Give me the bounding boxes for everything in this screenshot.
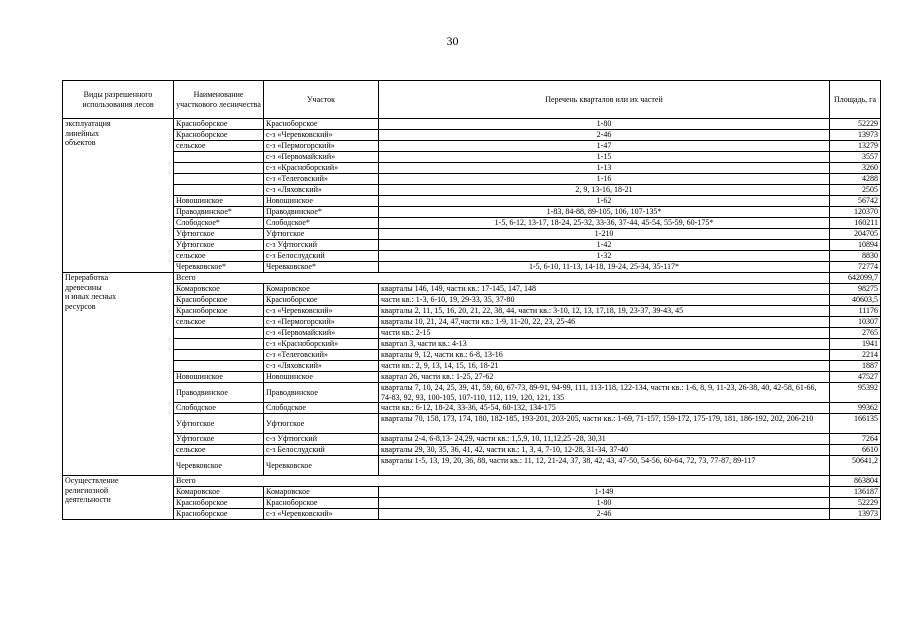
use-type-cell: [63, 476, 174, 520]
forestry-cell: Слободское*: [174, 218, 264, 229]
area-cell: 160211: [830, 218, 881, 229]
area-cell: 2214: [830, 350, 881, 361]
area-cell: 204705: [830, 229, 881, 240]
table-row: [63, 207, 881, 218]
quarters-cell: кварталы 2-4, 6-8,13- 24,29, части кв.: 1,5,9, 10, 11,12,25 -28, 30,31: [379, 434, 830, 445]
quarters-cell: части кв.: 1-3, 6-10, 19, 29-33, 35, 37-80: [379, 295, 830, 306]
use-type-line: эксплуатация: [65, 119, 111, 128]
quarters-cell: кварталы 1-5, 13, 19, 20, 36, 88, части кв.: 11, 12, 21-24, 37, 38, 42, 43, 47-50, 54-56, 60-64, 72, 73, 77-87, 89-117: [379, 456, 830, 476]
plot-cell: с-з «Первомайский»: [264, 152, 379, 163]
table-row: [63, 262, 881, 273]
area-cell: 50641,2: [830, 456, 881, 476]
table-row: [63, 185, 881, 196]
area-cell: 40603,5: [830, 295, 881, 306]
forestry-cell: Красноборское: [174, 295, 264, 306]
quarters-cell: 1-83, 84-88, 89-105, 106, 107-135*: [379, 207, 830, 218]
forestry-cell: Уфтюгское: [174, 229, 264, 240]
area-cell: 11176: [830, 306, 881, 317]
header-area: Площадь, га: [830, 81, 881, 119]
quarters-cell: кварталы 29, 30, 35, 36, 41, 42, части кв.: 1, 3, 4, 7-10, 12-28, 31-34, 37-40: [379, 445, 830, 456]
plot-cell: Праводвинское*: [264, 207, 379, 218]
forestry-cell: [174, 185, 264, 196]
quarters-cell: части кв.: 2, 9, 13, 14, 15, 16, 18-21: [379, 361, 830, 372]
forestry-cell: [174, 152, 264, 163]
area-cell: 56742: [830, 196, 881, 207]
plot-cell: Красноборское: [264, 119, 379, 130]
total-area: 642099,7: [830, 273, 881, 284]
table-row: [63, 509, 881, 520]
quarters-cell: кварталы 10, 21, 24, 47,части кв.: 1-9, 11-20, 22, 23, 25-46: [379, 317, 830, 328]
quarters-cell: 2-46: [379, 130, 830, 141]
area-cell: 47527: [830, 372, 881, 383]
table-row: [63, 196, 881, 207]
area-cell: 3557: [830, 152, 881, 163]
table-row: [63, 456, 881, 476]
area-cell: 120370: [830, 207, 881, 218]
table-row: [63, 306, 881, 317]
quarters-cell: кварталы 146, 149, части кв.: 17-145, 147, 148: [379, 284, 830, 295]
forestry-cell: сельское: [174, 445, 264, 456]
table-row: [63, 317, 881, 328]
area-cell: 52229: [830, 498, 881, 509]
plot-cell: Черевковское*: [264, 262, 379, 273]
area-cell: 95392: [830, 383, 881, 403]
total-label: Всего: [174, 476, 830, 487]
table-row: [63, 152, 881, 163]
use-type-line: объектов: [65, 138, 96, 147]
area-cell: 13973: [830, 509, 881, 520]
area-cell: 10307: [830, 317, 881, 328]
area-cell: 10894: [830, 240, 881, 251]
quarters-cell: квартал 26, части кв.: 1-25, 27-62: [379, 372, 830, 383]
forestry-cell: Уфтюгское: [174, 434, 264, 445]
table-row: [63, 383, 881, 403]
area-cell: 166135: [830, 414, 881, 434]
plot-cell: с-з «Черевковский»: [264, 509, 379, 520]
forestry-cell: Уфтюгское: [174, 414, 264, 434]
table-row: [63, 295, 881, 306]
plot-cell: с-з «Черевковский»: [264, 130, 379, 141]
plot-cell: с-з «Черевковский»: [264, 306, 379, 317]
plot-cell: с-з «Телеговский»: [264, 350, 379, 361]
plot-cell: с-з Уфтюгский: [264, 434, 379, 445]
plot-cell: Слободское*: [264, 218, 379, 229]
table-row: [63, 434, 881, 445]
table-row: [63, 403, 881, 414]
area-cell: 2765: [830, 328, 881, 339]
use-type-cell: [63, 119, 174, 273]
quarters-cell: 1-5, 6-10, 11-13, 14-18, 19-24, 25-34, 35-117*: [379, 262, 830, 273]
table-row: [63, 339, 881, 350]
forestry-cell: Новошинское: [174, 372, 264, 383]
area-cell: 98275: [830, 284, 881, 295]
table-header-row: [63, 81, 881, 119]
area-cell: 8830: [830, 251, 881, 262]
plot-cell: с-з «Ляховский»: [264, 185, 379, 196]
table-row: [63, 414, 881, 434]
forestry-cell: Черевковское: [174, 456, 264, 476]
plot-cell: Праводвинское: [264, 383, 379, 403]
plot-cell: Красноборское: [264, 295, 379, 306]
table-row: [63, 487, 881, 498]
table-row: [63, 163, 881, 174]
quarters-cell: 2, 9, 13-16, 18-21: [379, 185, 830, 196]
forestry-cell: [174, 361, 264, 372]
table-row: [63, 445, 881, 456]
page-number: 30: [446, 34, 459, 48]
plot-cell: Уфтюгское: [264, 414, 379, 434]
area-cell: 13279: [830, 141, 881, 152]
area-cell: 6610: [830, 445, 881, 456]
plot-cell: с-з Белослудский: [264, 445, 379, 456]
plot-cell: Новошинское: [264, 196, 379, 207]
area-cell: 72774: [830, 262, 881, 273]
plot-cell: Комаровское: [264, 487, 379, 498]
quarters-cell: 1-47: [379, 141, 830, 152]
forestry-cell: [174, 174, 264, 185]
plot-cell: с-з Уфтюгский: [264, 240, 379, 251]
forestry-cell: Праводвинское*: [174, 207, 264, 218]
use-type-line: Осуществление: [65, 476, 119, 485]
table-row: [63, 498, 881, 509]
area-cell: 52229: [830, 119, 881, 130]
table-row: [63, 350, 881, 361]
table-row: [63, 141, 881, 152]
area-cell: 99362: [830, 403, 881, 414]
quarters-cell: 1-32: [379, 251, 830, 262]
area-cell: 4288: [830, 174, 881, 185]
forestry-cell: Слободское: [174, 403, 264, 414]
use-type-line: и иных лесных: [65, 292, 117, 301]
quarters-cell: 1-80: [379, 119, 830, 130]
forestry-cell: Праводвинское: [174, 383, 264, 403]
use-type-line: деятельности: [65, 495, 111, 504]
quarters-cell: 1-149: [379, 487, 830, 498]
table-row: [63, 328, 881, 339]
quarters-cell: кварталы 9, 12, части кв.: 6-8, 13-16: [379, 350, 830, 361]
quarters-cell: 1-13: [379, 163, 830, 174]
use-type-line: Переработка: [65, 273, 109, 282]
table-row: [63, 174, 881, 185]
table-row: [63, 119, 881, 130]
forestry-cell: [174, 328, 264, 339]
use-type-line: линейных: [65, 128, 100, 138]
forestry-cell: сельское: [174, 317, 264, 328]
table-row: [63, 372, 881, 383]
quarters-cell: 1-16: [379, 174, 830, 185]
quarters-cell: кварталы 7, 10, 24, 25, 39, 41, 59, 60, 67-73, 89-91, 94-99, 111, 113-118, 122-134, части кв.: 1-6, 8, 9, 11-23, 26-38, 40, 42-58, 61-66, 74-83, 92, 93, 100-105, 107-110, 112, 119, 120, 121, 135: [379, 383, 830, 403]
table-row: [63, 361, 881, 372]
header-use-type: Виды разрешенного использования лесов: [63, 81, 174, 119]
area-cell: 3260: [830, 163, 881, 174]
area-cell: 136187: [830, 487, 881, 498]
forestry-cell: [174, 163, 264, 174]
plot-cell: Красноборское: [264, 498, 379, 509]
use-type-line: древесины: [65, 282, 102, 292]
quarters-cell: кварталы 70, 158, 173, 174, 180, 182-185, 193-201, 203-205, части кв.: 1-69, 71-157, 159-172, 175-179, 181, 186-192, 202, 206-210: [379, 414, 830, 434]
quarters-cell: 1-15: [379, 152, 830, 163]
forestry-cell: Черевковское*: [174, 262, 264, 273]
plot-cell: с-з «Пермогорский»: [264, 141, 379, 152]
table-row: [63, 284, 881, 295]
header-quarters: Перечень кварталов или их частей: [379, 81, 830, 119]
total-row: [63, 273, 881, 284]
total-label: Всего: [174, 273, 830, 284]
quarters-cell: 2-46: [379, 509, 830, 520]
forestry-cell: Красноборское: [174, 306, 264, 317]
forest-use-table: [62, 80, 881, 520]
total-row: [63, 476, 881, 487]
forestry-cell: [174, 339, 264, 350]
table-row: [63, 130, 881, 141]
quarters-cell: квартал 3, части кв.: 4-13: [379, 339, 830, 350]
use-type-line: ресурсов: [65, 301, 96, 311]
use-type-cell: [63, 273, 174, 476]
area-cell: 13973: [830, 130, 881, 141]
plot-cell: с-з «Красноборский»: [264, 339, 379, 350]
forestry-cell: Комаровское: [174, 284, 264, 295]
plot-cell: Черевковское: [264, 456, 379, 476]
total-area: 863804: [830, 476, 881, 487]
forestry-cell: [174, 350, 264, 361]
area-cell: 7264: [830, 434, 881, 445]
area-cell: 1941: [830, 339, 881, 350]
plot-cell: с-з «Ляховский»: [264, 361, 379, 372]
plot-cell: с-з «Первомайский»: [264, 328, 379, 339]
quarters-cell: части кв.: 2-15: [379, 328, 830, 339]
quarters-cell: 1-5, 6-12, 13-17, 18-24, 25-32, 33-36, 37-44, 45-54, 55-59, 60-175*: [379, 218, 830, 229]
forestry-cell: Красноборское: [174, 119, 264, 130]
plot-cell: с-з «Пермогорский»: [264, 317, 379, 328]
quarters-cell: 1-210: [379, 229, 830, 240]
plot-cell: Уфтюгское: [264, 229, 379, 240]
forestry-cell: Красноборское: [174, 130, 264, 141]
forestry-cell: Красноборское: [174, 498, 264, 509]
quarters-cell: части кв.: 6-12, 18-24, 33-36, 45-54, 60-132, 134-175: [379, 403, 830, 414]
table-body: [63, 119, 881, 520]
forestry-cell: Уфтюгское: [174, 240, 264, 251]
header-forestry: Наименование участкового лесничества: [174, 81, 264, 119]
area-cell: 2505: [830, 185, 881, 196]
plot-cell: с-з «Телеговский»: [264, 174, 379, 185]
header-plot: Участок: [264, 81, 379, 119]
use-type-line: религиозной: [65, 485, 109, 495]
quarters-cell: 1-80: [379, 498, 830, 509]
forestry-cell: Красноборское: [174, 509, 264, 520]
forestry-cell: Комаровское: [174, 487, 264, 498]
quarters-cell: 1-62: [379, 196, 830, 207]
plot-cell: с-з «Красноборский»: [264, 163, 379, 174]
table-row: [63, 229, 881, 240]
plot-cell: Новошинское: [264, 372, 379, 383]
area-cell: 1887: [830, 361, 881, 372]
forestry-cell: сельское: [174, 141, 264, 152]
plot-cell: Комаровское: [264, 284, 379, 295]
quarters-cell: кварталы 2, 11, 15, 16, 20, 21, 22, 38, 44, части кв.: 3-10, 12, 13, 17,18, 19, 23-37, 39-43, 45: [379, 306, 830, 317]
table-row: [63, 218, 881, 229]
plot-cell: с-з Белослудский: [264, 251, 379, 262]
table-row: [63, 251, 881, 262]
forestry-cell: Новошинское: [174, 196, 264, 207]
plot-cell: Слободское: [264, 403, 379, 414]
table-row: [63, 240, 881, 251]
quarters-cell: 1-42: [379, 240, 830, 251]
forestry-cell: сельское: [174, 251, 264, 262]
